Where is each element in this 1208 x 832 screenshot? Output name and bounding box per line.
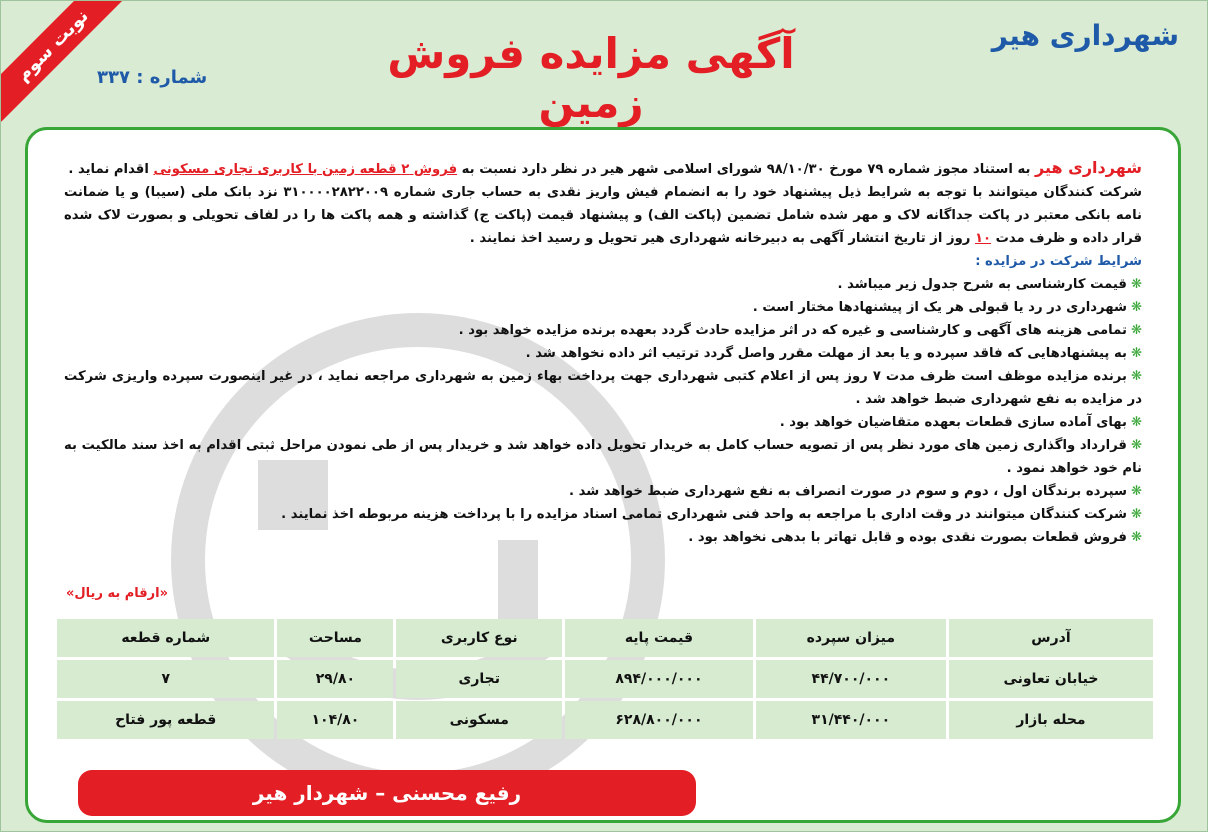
conditions-list <box>64 273 1142 549</box>
bullet-icon: ❋ <box>1130 530 1142 545</box>
header-plot-number: شماره قطعه <box>57 619 274 657</box>
signature-bar: رفیع محسنی – شهردار هیر <box>78 770 696 816</box>
table-row <box>57 660 1153 698</box>
table-header-row <box>57 619 1153 657</box>
table-row <box>57 701 1153 739</box>
condition-text: قیمت کارشناسی به شرح جدول زیر میباشد . <box>837 277 1127 292</box>
condition-text: تمامی هزینه های آگهی و کارشناسی و غیره که در اثر مزایده حادث گردد بعهده برنده مزایده خواهد بود . <box>458 323 1127 338</box>
header-address: آدرس <box>949 619 1153 657</box>
condition-item <box>64 480 1142 503</box>
condition-item <box>64 319 1142 342</box>
condition-text: قرارداد واگذاری زمین های مورد نظر پس از تصویه حساب کامل به خریدار تحویل داده خواهد شد و خریدار پس از طی نمودن مراحل ثبتی اقدام به اخذ سند مالکیت به نام خود خواهد نمود . <box>64 438 1142 476</box>
ribbon-label: نوبت سوم <box>1 1 129 122</box>
condition-text: فروش قطعات بصورت نقدی بوده و قابل تهاتر با بدهی نخواهد بود . <box>688 530 1127 545</box>
deposit-paragraph <box>64 181 1142 250</box>
header-deposit: میزان سپرده <box>756 619 946 657</box>
condition-text: برنده مزایده موظف است ظرف مدت ۷ روز پس از اعلام کتبی شهرداری جهت پرداخت بهاء زمین به شهرداری مراجعه نماید ، در غیر اینصورت سپرده واریزی شرکت در مزایده به نفع شهرداری ضبط خواهد شد . <box>64 369 1142 407</box>
cell-usage: مسکونی <box>396 701 562 739</box>
cell-deposit: ۳۱/۴۴۰/۰۰۰ <box>756 701 946 739</box>
intro-paragraph <box>64 156 1142 181</box>
notice-number: شماره : ۳۳۷ <box>97 67 208 88</box>
condition-item <box>64 296 1142 319</box>
page-title: آگهی مزایده فروش زمین <box>387 29 795 127</box>
cell-base-price: ۸۹۴/۰۰۰/۰۰۰ <box>565 660 753 698</box>
condition-text: به پیشنهادهایی که فاقد سپرده و یا بعد از مهلت مقرر واصل گردد ترتیب اثر داده نخواهد شد . <box>525 346 1127 361</box>
condition-item <box>64 342 1142 365</box>
notice-frame <box>25 127 1181 823</box>
header-area: مساحت <box>277 619 393 657</box>
intro-lead: شهرداری هیر <box>1035 158 1142 177</box>
cell-usage: تجاری <box>396 660 562 698</box>
deposit-text-2: روز از تاریخ انتشار آگهی به دبیرخانه شهرداری هیر تحویل و رسید اخذ نمایند . <box>469 231 975 246</box>
condition-item <box>64 365 1142 411</box>
bullet-icon: ❋ <box>1130 346 1142 361</box>
bullet-icon: ❋ <box>1130 323 1142 338</box>
notice-body <box>64 156 1142 549</box>
cell-plot-number: قطعه پور فتاح <box>57 701 274 739</box>
cell-address: خیابان تعاونی <box>949 660 1153 698</box>
conditions-title: شرایط شرکت در مزایده : <box>975 254 1142 269</box>
condition-item <box>64 503 1142 526</box>
header-usage: نوع کاربری <box>396 619 562 657</box>
bullet-icon: ❋ <box>1130 438 1142 453</box>
condition-text: شرکت کنندگان میتوانند در وقت اداری با مراجعه به واحد فنی شهرداری تمامی اسناد مزایده را با پرداخت هزینه مربوطه اخذ نمایند . <box>281 507 1127 522</box>
header-base-price: قیمت پایه <box>565 619 753 657</box>
condition-text: شهرداری در رد یا قبولی هر یک از پیشنهادها مختار است . <box>752 300 1127 315</box>
condition-item <box>64 273 1142 296</box>
bullet-icon: ❋ <box>1130 300 1142 315</box>
bullet-icon: ❋ <box>1130 369 1142 384</box>
auction-table <box>54 616 1156 742</box>
condition-item <box>64 526 1142 549</box>
condition-text: سپرده برندگان اول ، دوم و سوم در صورت انصراف به نفع شهرداری ضبط خواهد شد . <box>569 484 1127 499</box>
intro-highlight: فروش ۲ قطعه زمین با کاربری تجاری مسکونی <box>153 162 458 177</box>
municipality-name: شهرداری هیر <box>991 19 1179 52</box>
condition-item <box>64 434 1142 480</box>
intro-text-1: به استناد مجوز شماره ۷۹ مورخ ۹۸/۱۰/۳۰ شورای اسلامی شهر هیر در نظر دارد نسبت به <box>457 162 1036 177</box>
condition-text: بهای آماده سازی قطعات بعهده متقاضیان خواهد بود . <box>779 415 1127 430</box>
bullet-icon: ❋ <box>1130 415 1142 430</box>
cell-area: ۲۹/۸۰ <box>277 660 393 698</box>
intro-text-2: اقدام نماید . <box>68 162 154 177</box>
bullet-icon: ❋ <box>1130 507 1142 522</box>
cell-deposit: ۴۴/۷۰۰/۰۰۰ <box>756 660 946 698</box>
bullet-icon: ❋ <box>1130 277 1142 292</box>
cell-base-price: ۶۲۸/۸۰۰/۰۰۰ <box>565 701 753 739</box>
bullet-icon: ❋ <box>1130 484 1142 499</box>
cell-plot-number: ۷ <box>57 660 274 698</box>
cell-address: محله بازار <box>949 701 1153 739</box>
deposit-days: ۱۰ <box>974 231 992 246</box>
condition-item <box>64 411 1142 434</box>
deposit-text-1: شرکت کنندگان میتوانند با توجه به شرایط ذیل پیشنهاد خود را به انضمام فیش واریز نقدی به حساب جاری شماره ۳۱۰۰۰۰۲۸۲۲۰۰۹ نزد بانک ملی (سیبا) و یا ضمانت نامه بانکی معتبر در پاکت جداگانه لاک و مهر شده شامل تضمین (پاکت الف) و پیشنهاد قیمت (پاکت ج) گذاشته و همه پاکت ها را در لفاف تحویلی و بصورت لاک شده قرار داده و ظرف مدت <box>64 185 1142 246</box>
corner-ribbon <box>1 1 131 131</box>
cell-area: ۱۰۴/۸۰ <box>277 701 393 739</box>
currency-note: «ارقام به ریال» <box>66 586 169 601</box>
